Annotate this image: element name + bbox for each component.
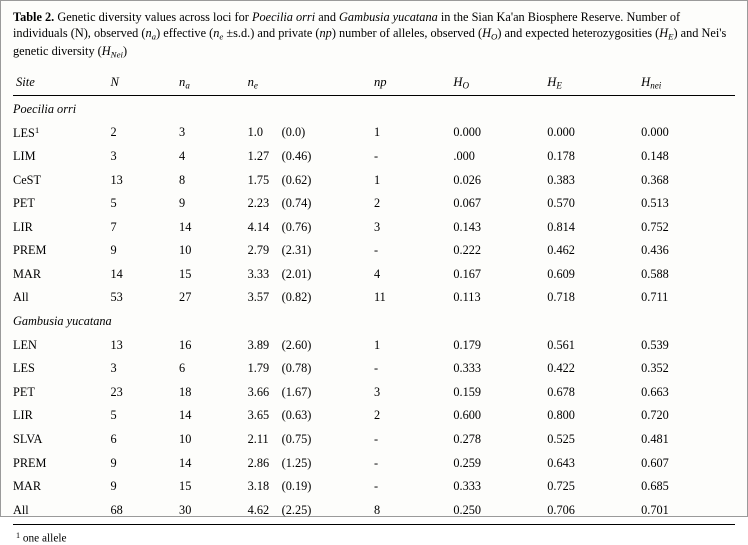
cell-ne [248,121,374,145]
cell-ne [248,333,374,357]
cell-n: 53 [110,290,123,305]
table-row [13,286,735,310]
cell-n: 5 [110,408,117,423]
cell-hnei: 0.685 [641,479,669,494]
cell-site [13,404,110,428]
ne-standard-deviation: (0.76) [281,219,312,234]
ne-value: 3.57 [247,290,270,305]
site-label: LIR [13,408,33,423]
cell-he: 0.609 [547,266,575,281]
column-header-site: Site [13,69,110,96]
table-header [13,69,735,96]
cell-site [13,381,110,405]
ne-value: 3.89 [247,337,270,352]
cell-ho: 0.067 [453,196,482,211]
caption-text-9: heterozygosities ( [572,25,660,40]
cell-site [13,263,110,287]
cell-na: 10 [179,432,192,447]
cell-na: 8 [179,172,186,187]
cell-np: 4 [373,266,381,281]
cell-ne [248,239,374,263]
cell-he: 0.678 [547,384,575,399]
caption-text-3: in the Sian Ka'an Biosphere Reserve. [437,10,624,24]
cell-site [13,215,110,239]
cell-site [13,168,110,192]
cell-np: - [373,243,379,258]
symbol-ho-base: H [482,25,491,40]
ne-value: 1.27 [247,148,270,163]
caption-text-10: ) and Nei's genetic diversity ( [13,25,727,59]
cell-np: 11 [373,290,386,305]
ne-standard-deviation: (2.01) [281,266,312,281]
site-label: PET [13,384,35,399]
cell-ho: 0.222 [453,243,482,258]
cell-np: - [373,479,379,494]
table-row [13,499,735,523]
ne-standard-deviation: (0.74) [281,196,312,211]
cell-np: 1 [373,172,381,187]
cell-ne [248,404,374,428]
table-row [13,404,735,428]
table-body [13,97,735,522]
cell-he: 0.643 [547,455,575,470]
cell-he: 0.561 [547,337,575,352]
cell-np: 1 [373,337,381,352]
ne-value: 3.65 [247,408,270,423]
cell-ne [248,145,374,169]
cell-ne [248,192,374,216]
column-header-ne-sub: e [253,80,258,91]
ne-value: 1.0 [247,125,263,140]
column-header-ne [248,69,374,96]
ne-standard-deviation: (0.46) [281,148,312,163]
cell-np: - [373,361,379,376]
ne-standard-deviation: (0.19) [281,479,312,494]
column-header-ho [453,69,547,96]
column-header-ne-base: n [247,74,254,89]
cell-na: 15 [179,266,192,281]
cell-he: 0.383 [547,172,575,187]
cell-hnei: 0.607 [641,455,669,470]
header-row [13,69,735,96]
column-header-np: np [374,69,453,96]
table-row [13,239,735,263]
site-label: All [13,502,29,517]
cell-hnei: 0.701 [641,502,669,517]
cell-na: 30 [179,502,192,517]
cell-ho: 0.259 [453,455,482,470]
cell-ne [248,428,374,452]
symbol-ne-sub: e [219,30,224,41]
cell-he: 0.000 [547,125,575,140]
site-label: All [13,290,29,305]
genetic-diversity-table [13,69,735,522]
table-row [13,381,735,405]
cell-na: 6 [179,361,186,376]
cell-ho: 0.333 [453,361,482,376]
ne-value: 4.62 [247,502,270,517]
table-footnote [13,525,735,545]
cell-n: 9 [110,479,117,494]
caption-text-11: ) [122,44,128,59]
cell-ho: 0.600 [453,408,482,423]
cell-he: 0.718 [547,290,575,305]
ne-standard-deviation: (0.75) [281,432,312,447]
cell-ho: 0.167 [453,266,482,281]
cell-hnei: 0.663 [641,384,669,399]
cell-site [13,121,110,145]
cell-hnei: 0.539 [641,337,669,352]
species-poecilia-orri: Poecilia orri [251,10,316,24]
cell-ho: 0.143 [453,219,482,234]
ne-value: 3.33 [247,266,270,281]
cell-ho: 0.250 [453,502,482,517]
cell-n: 13 [110,337,123,352]
table-row [13,333,735,357]
caption-text-7: ) number of alleles, observed ( [331,25,483,40]
ne-value: 2.23 [247,196,270,211]
caption-text-2: and [315,10,340,24]
ne-value: 3.66 [247,384,270,399]
ne-standard-deviation: (0.62) [281,172,312,187]
column-header-hnei [641,69,735,96]
cell-hnei: 0.436 [641,243,669,258]
cell-ne [248,499,374,523]
cell-np: 3 [373,219,381,234]
site-label: LIR [13,219,33,234]
cell-he: 0.422 [547,361,575,376]
species-group-label: Poecilia orri [13,101,77,116]
table-row [13,192,735,216]
ne-standard-deviation: (1.25) [281,455,312,470]
site-label: MAR [13,266,42,281]
table-row [13,168,735,192]
column-header-hnei-sub: nei [650,80,662,91]
site-label: MAR [13,479,42,494]
cell-he: 0.725 [547,479,575,494]
column-header-he [547,69,641,96]
ne-value: 2.11 [247,432,269,447]
cell-np: - [373,432,379,447]
cell-site [13,499,110,523]
cell-n: 13 [110,172,123,187]
cell-na: 18 [179,384,192,399]
cell-ne [248,168,374,192]
cell-np: - [373,148,379,163]
ne-value: 1.79 [247,361,270,376]
ne-standard-deviation: (2.31) [281,243,312,258]
cell-n: 3 [110,148,117,163]
column-header-na-sub: a [185,80,190,91]
column-header-he-sub: E [556,80,562,91]
species-gambusia-yucatana: Gambusia yucatana [339,10,438,24]
cell-np: - [373,455,379,470]
site-label: LES [13,125,35,140]
cell-site [13,333,110,357]
cell-ho: 0.113 [453,290,481,305]
cell-hnei: 0.000 [641,125,669,140]
caption-text-5: ) effective ( [156,25,214,40]
cell-he: 0.570 [547,196,575,211]
cell-ho: 0.000 [453,125,482,140]
ne-standard-deviation: (1.67) [281,384,312,399]
cell-site [13,286,110,310]
cell-ne [248,357,374,381]
column-header-he-base: H [547,74,557,89]
column-header-ho-sub: O [462,80,470,91]
cell-site [13,145,110,169]
cell-hnei: 0.752 [641,219,669,234]
table-row [13,451,735,475]
ne-value: 2.86 [247,455,270,470]
table-row [13,215,735,239]
cell-ho: 0.026 [453,172,482,187]
cell-np: 2 [373,196,381,211]
cell-site [13,192,110,216]
caption-text-1: Genetic diversity values across loci for [57,10,252,24]
symbol-ho-sub: O [490,30,498,41]
species-group-row [13,310,735,334]
cell-na: 16 [179,337,192,352]
ne-standard-deviation: (0.0) [281,125,306,140]
site-label: PET [13,196,35,211]
column-header-n: N [110,69,179,96]
ne-standard-deviation: (2.60) [281,337,312,352]
cell-np: 8 [373,502,381,517]
cell-hnei: 0.368 [641,172,669,187]
ne-standard-deviation: (2.25) [281,502,312,517]
cell-na: 9 [179,196,186,211]
site-label: LIM [13,148,36,163]
cell-hnei: 0.711 [641,290,669,305]
site-label: PREM [13,455,47,470]
column-header-ho-base: H [453,74,463,89]
cell-n: 3 [110,361,117,376]
cell-na: 14 [179,455,192,470]
site-footnote-marker: 1 [34,124,40,135]
cell-n: 9 [110,455,117,470]
cell-hnei: 0.720 [641,408,669,423]
cell-he: 0.178 [547,148,575,163]
cell-he: 0.706 [547,502,575,517]
ne-value: 3.18 [247,479,270,494]
table-row [13,145,735,169]
cell-n: 68 [110,502,123,517]
cell-n: 6 [110,432,117,447]
caption-label: Table 2. [13,10,55,24]
symbol-np: np [319,25,332,40]
column-header-na [179,69,248,96]
symbol-na-base: n [145,25,152,40]
cell-n: 5 [110,196,117,211]
cell-ho: 0.278 [453,432,482,447]
cell-na: 14 [179,408,192,423]
cell-he: 0.800 [547,408,575,423]
cell-site [13,239,110,263]
ne-value: 2.79 [247,243,270,258]
cell-ne [248,451,374,475]
cell-hnei: 0.513 [641,196,669,211]
table-row [13,357,735,381]
ne-standard-deviation: (0.78) [281,361,312,376]
footnote-marker: 1 [16,531,21,541]
symbol-he-sub: E [668,30,674,41]
cell-ne [248,475,374,499]
table-row [13,263,735,287]
cell-ho: .000 [453,148,475,163]
cell-ne [248,215,374,239]
cell-he: 0.462 [547,243,575,258]
cell-hnei: 0.352 [641,361,669,376]
species-group-row [13,97,735,121]
cell-site [13,428,110,452]
table-caption [13,10,735,63]
footnote-text: one allele [20,532,67,545]
cell-site [13,451,110,475]
site-label: SLVA [13,432,43,447]
cell-n: 23 [110,384,123,399]
cell-n: 2 [110,125,117,140]
cell-site [13,357,110,381]
cell-na: 4 [179,148,186,163]
caption-text-6: ±s.d.) and private ( [223,25,320,40]
cell-na: 27 [179,290,192,305]
caption-text-8: ) and expected [497,25,570,40]
symbol-hnei-sub: Nei [110,49,123,60]
ne-standard-deviation: (0.82) [281,290,312,305]
symbol-na-sub: a [151,30,157,41]
cell-he: 0.814 [547,219,575,234]
cell-ho: 0.159 [453,384,482,399]
cell-he: 0.525 [547,432,575,447]
species-group-label: Gambusia yucatana [13,314,112,329]
ne-value: 4.14 [247,219,270,234]
symbol-ne-base: n [213,25,220,40]
cell-na: 10 [179,243,192,258]
cell-na: 15 [179,479,192,494]
column-header-hnei-base: H [641,74,651,89]
cell-ho: 0.179 [453,337,482,352]
cell-np: 2 [373,408,381,423]
ne-value: 1.75 [247,172,270,187]
symbol-hnei-base: H [101,44,111,59]
cell-site [13,475,110,499]
cell-hnei: 0.481 [641,432,669,447]
column-header-na-base: n [179,74,186,89]
ne-standard-deviation: (0.63) [281,408,312,423]
cell-hnei: 0.588 [641,266,669,281]
cell-n: 9 [110,243,117,258]
caption-text-4: Number of individuals (N), observed ( [13,10,681,40]
table-row [13,121,735,145]
cell-ne [248,381,374,405]
cell-na: 14 [179,219,192,234]
symbol-he-base: H [659,25,669,40]
site-label: LEN [13,337,37,352]
cell-ne [248,286,374,310]
cell-ne [248,263,374,287]
site-label: PREM [13,243,47,258]
cell-n: 7 [110,219,117,234]
cell-n: 14 [110,266,123,281]
site-label: CeST [13,172,42,187]
table-row [13,475,735,499]
cell-hnei: 0.148 [641,148,669,163]
cell-na: 3 [179,125,186,140]
cell-np: 1 [373,125,381,140]
table-row [13,428,735,452]
cell-np: 3 [373,384,381,399]
site-label: LES [13,361,35,376]
cell-ho: 0.333 [453,479,482,494]
